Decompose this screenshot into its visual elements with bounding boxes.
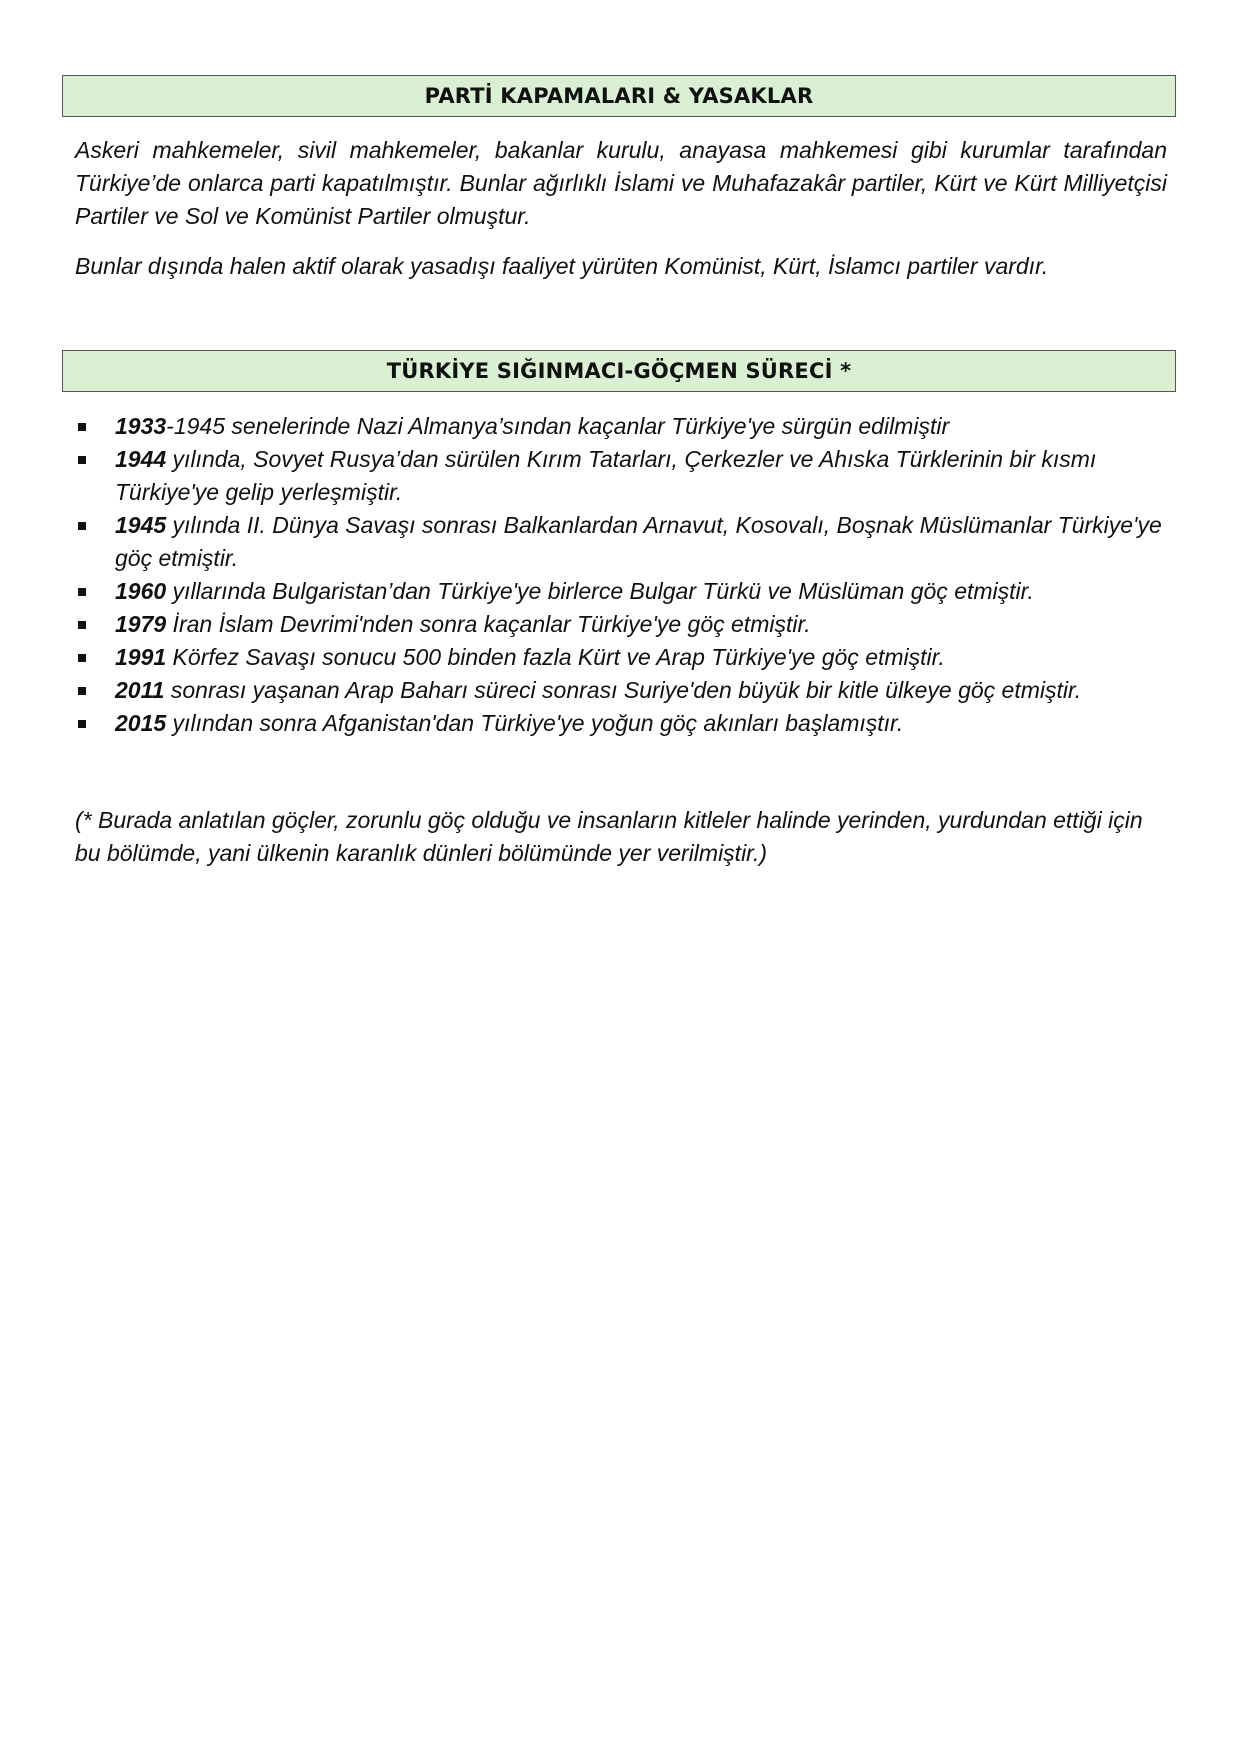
list-item bbox=[75, 575, 1175, 608]
year-label: 1944 bbox=[115, 446, 167, 472]
year-label: 1960 bbox=[115, 578, 167, 604]
year-label: 1979 bbox=[115, 611, 167, 637]
section-heading-migration bbox=[62, 350, 1176, 392]
list-item bbox=[75, 608, 1175, 641]
list-item bbox=[75, 410, 1175, 443]
migration-footnote: (* Burada anlatılan göçler, zorunlu göç olduğu ve insanların kitleler halinde yerinden, yurdundan ettiği için bu bölümde, yani ülkenin karanlık dünleri bölümünde yer verilmiştir.) bbox=[75, 807, 1143, 866]
item-text: -1945 senelerinde Nazi Almanya’sından kaçanlar Türkiye'ye sürgün edilmiştir bbox=[166, 413, 950, 439]
migration-timeline-list bbox=[75, 410, 1175, 740]
list-item bbox=[75, 707, 1175, 740]
square-bullet-icon bbox=[78, 720, 86, 728]
square-bullet-icon bbox=[78, 687, 86, 695]
year-label: 1933 bbox=[115, 413, 167, 439]
item-text: Körfez Savaşı sonucu 500 binden fazla Kürt ve Arap Türkiye'ye göç etmiştir. bbox=[166, 644, 945, 670]
section-heading-text: PARTİ KAPAMALARI & YASAKLAR bbox=[424, 84, 814, 108]
item-text: yıllarında Bulgaristan’dan Türkiye'ye birlerce Bulgar Türkü ve Müslüman göç etmiştir. bbox=[166, 578, 1034, 604]
square-bullet-icon bbox=[78, 456, 86, 464]
square-bullet-icon bbox=[78, 522, 86, 530]
square-bullet-icon bbox=[78, 423, 86, 431]
item-text: yılından sonra Afganistan'dan Türkiye'ye yoğun göç akınları başlamıştır. bbox=[166, 710, 904, 736]
square-bullet-icon bbox=[78, 654, 86, 662]
square-bullet-icon bbox=[78, 588, 86, 596]
year-label: 2011 bbox=[115, 677, 165, 703]
item-text: yılında II. Dünya Savaşı sonrası Balkanlardan Arnavut, Kosovalı, Boşnak Müslümanlar Türkiye'ye göç etmiştir. bbox=[115, 512, 1162, 571]
section-heading-party-closures bbox=[62, 75, 1176, 117]
item-text: sonrası yaşanan Arap Baharı süreci sonrası Suriye'den büyük bir kitle ülkeye göç etmiştir. bbox=[164, 677, 1082, 703]
square-bullet-icon bbox=[78, 621, 86, 629]
illegal-parties-paragraph: Bunlar dışında halen aktif olarak yasadışı faaliyet yürüten Komünist, Kürt, İslamcı partiler vardır. bbox=[75, 253, 1049, 279]
list-item bbox=[75, 443, 1175, 509]
year-label: 1991 bbox=[115, 644, 167, 670]
list-item bbox=[75, 509, 1175, 575]
list-item bbox=[75, 641, 1175, 674]
year-label: 2015 bbox=[115, 710, 167, 736]
item-text: İran İslam Devrimi'nden sonra kaçanlar Türkiye'ye göç etmiştir. bbox=[166, 611, 811, 637]
item-text: yılında, Sovyet Rusya’dan sürülen Kırım Tatarları, Çerkezler ve Ahıska Türklerinin bir kısmı Türkiye'ye gelip yerleşmiştir. bbox=[115, 446, 1097, 505]
list-item bbox=[75, 674, 1175, 707]
section-heading-text: TÜRKİYE SIĞINMACI-GÖÇMEN SÜRECİ * bbox=[386, 359, 852, 383]
year-label: 1945 bbox=[115, 512, 167, 538]
party-closures-paragraph: Askeri mahkemeler, sivil mahkemeler, bakanlar kurulu, anayasa mahkemesi gibi kurumlar tarafından Türkiye’de onlarca parti kapatılmıştır. Bunlar ağırlıklı İslami ve Muhafazakâr partiler, Kürt ve Kürt Milliyetçisi Partiler ve Sol ve Komünist Partiler olmuştur. bbox=[75, 137, 1167, 229]
